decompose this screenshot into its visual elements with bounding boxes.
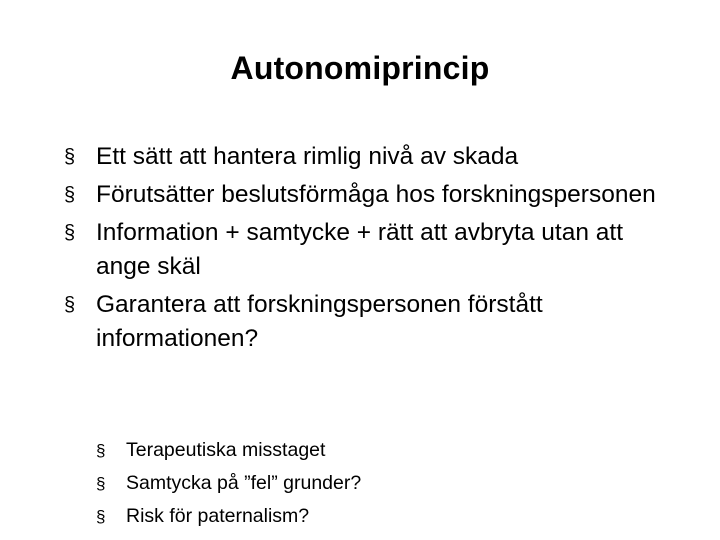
subbullet-marker-icon: § <box>96 441 106 460</box>
bullet-marker-icon: § <box>64 184 76 206</box>
subbullet-list <box>96 434 656 533</box>
bullet-item <box>64 178 684 212</box>
subbullet-marker-icon: § <box>96 474 106 493</box>
slide-title: Autonomiprincip <box>230 50 490 86</box>
bullet-item <box>64 216 684 284</box>
bullet-text: Förutsätter beslutsförmåga hos forskningspersonen <box>96 181 656 208</box>
bullet-item <box>64 140 684 174</box>
subbullet-text: Samtycka på ”fel” grunder? <box>126 472 362 494</box>
bullet-item <box>64 288 684 356</box>
subbullet-marker-icon: § <box>96 507 106 526</box>
subbullet-text: Risk för paternalism? <box>126 505 310 527</box>
subbullet-item <box>96 500 656 533</box>
bullet-marker-icon: § <box>64 294 76 316</box>
bullet-marker-icon: § <box>64 146 76 168</box>
bullet-marker-icon: § <box>64 222 76 244</box>
subbullet-item <box>96 434 656 467</box>
bullet-text: Garantera att forskningspersonen förstått informationen? <box>96 291 543 352</box>
subbullet-text: Terapeutiska misstaget <box>126 439 326 461</box>
bullet-text: Information + samtycke + rätt att avbryta utan att ange skäl <box>96 219 624 280</box>
bullet-list <box>64 140 684 360</box>
subbullet-item <box>96 467 656 500</box>
bullet-text: Ett sätt att hantera rimlig nivå av skada <box>96 143 519 170</box>
